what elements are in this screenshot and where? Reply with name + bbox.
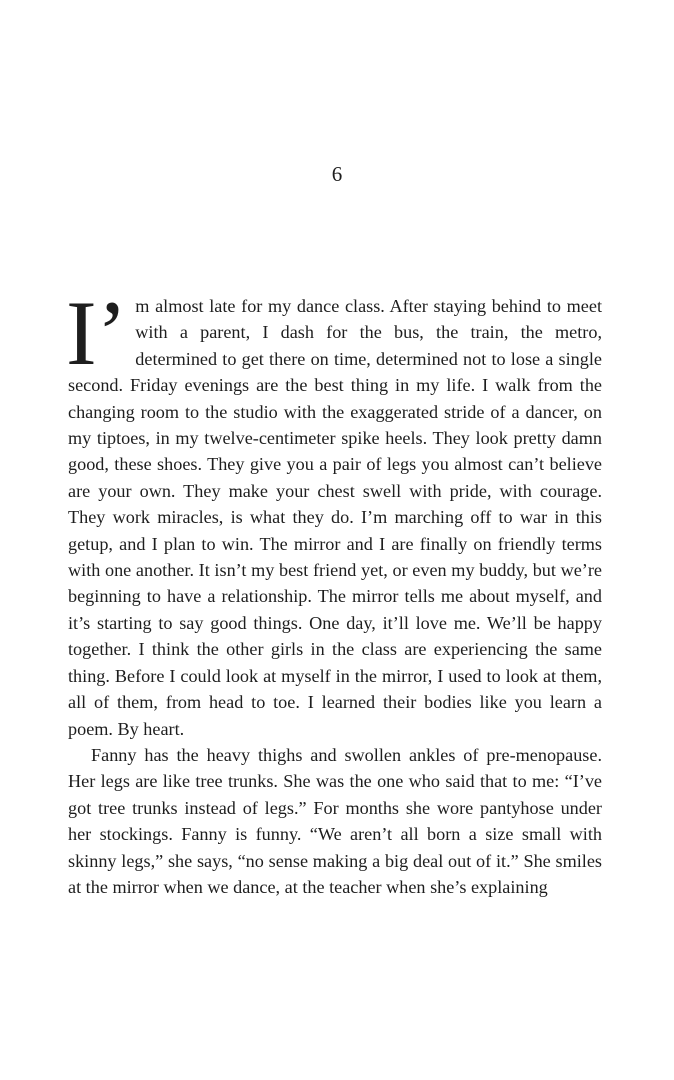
chapter-body <box>66 282 602 900</box>
chapter-number: 6 <box>331 162 343 186</box>
drop-cap: I’ <box>66 282 128 384</box>
paragraph-2: Fanny has the heavy thighs and swollen ankles of pre-menopause. Her legs are like tree trunks. She was the one who said that to me: “I’ve got tree trunks instead of legs.” For months she wore pantyhose under her stockings. Fanny is funny. “We aren’t all born a size small with skinny legs,” she says, “no sense making a big deal out of it.” She smiles at the mirror when we dance, at the teacher when she’s explaining <box>68 744 602 897</box>
paragraph-1-text: m almost late for my dance class. After staying behind to meet with a parent, I dash for the bus, the train, the metro, determined to get there on time, determined not to lose a single second. Friday evenings are the best thing in my life. I walk from the changing room to the studio with the exaggerated stride of a dancer, on my tiptoes, in my twelve-centimeter spike heels. They look pretty damn good, these shoes. They give you a pair of legs you almost can’t believe are your own. They make your chest swell with pride, with courage. They work miracles, is what they do. I’m marching off to war in this getup, and I plan to win. The mirror and I are finally on friendly terms with one another. It isn’t my best friend yet, or even my buddy, but we’re beginning to have a relationship. The mirror tells me about myself, and it’s starting to say good things. One day, it’ll love me. We’ll be happy together. I think the other girls in the class are experiencing the same thing. Before I could look at myself in the mirror, I used to look at them, all of them, from head to toe. I learned their bodies like you learn a poem. By heart. <box>68 296 602 739</box>
paragraph-1 <box>66 282 602 742</box>
